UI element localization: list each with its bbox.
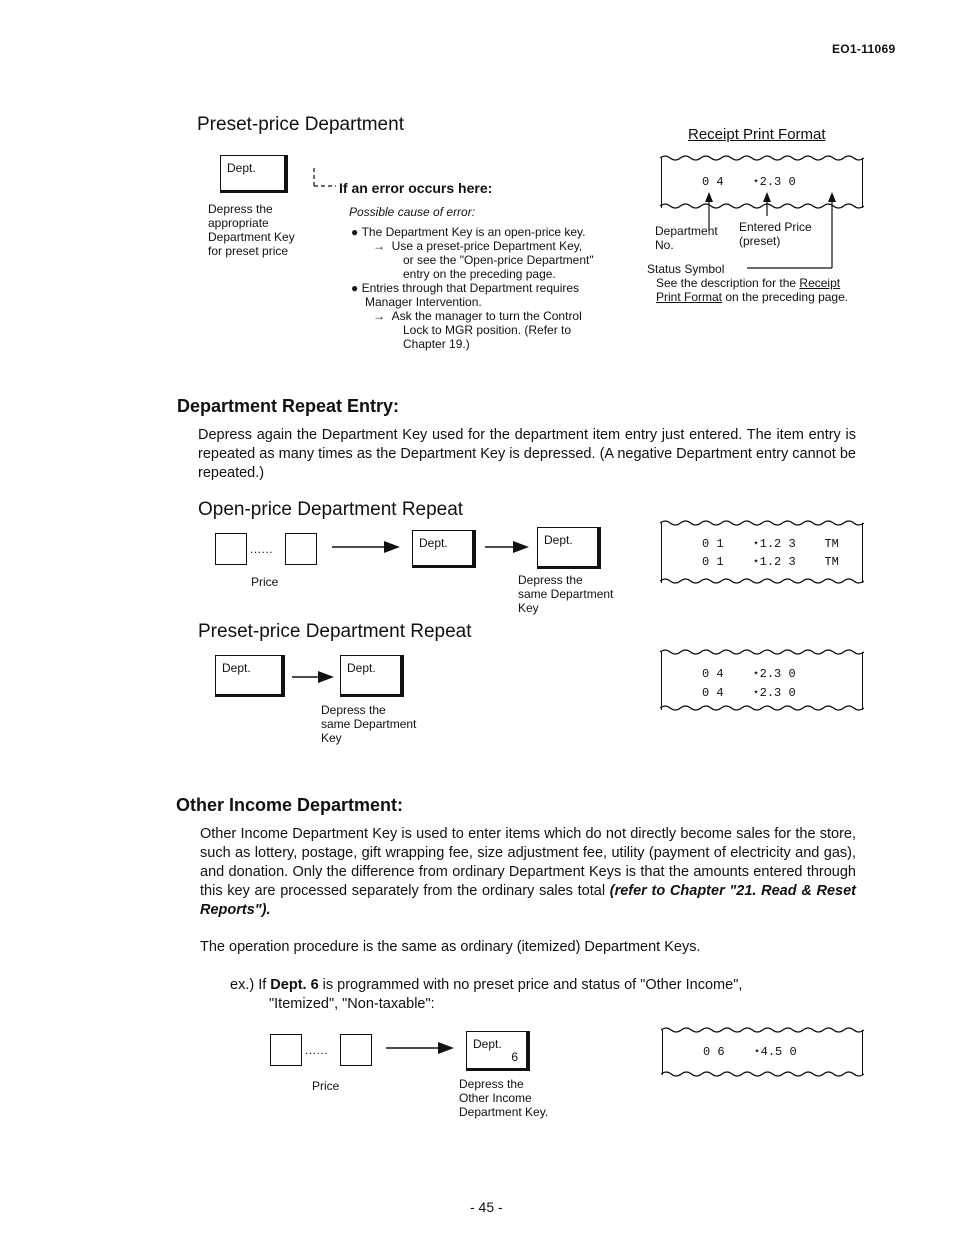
receipt-line: 0 6 ⋆4.5 0 — [703, 1045, 797, 1059]
repeat-body: Depress again the Department Key used for the department item entry just entered. The item entry is repeated as many times as the Department Key is depressed. (A negative Department entry cannot be repeated.) — [198, 427, 856, 481]
dept-key-label: Dept. — [222, 661, 251, 675]
price-key-box — [285, 533, 317, 565]
receipt-line: 0 1 ⋆1.2 3 TM — [702, 537, 839, 551]
other-income-caption: Depress the Other Income Department Key. — [459, 1077, 549, 1119]
price-key-box — [270, 1034, 302, 1066]
repeat-section-title: Department Repeat Entry: — [177, 396, 400, 416]
preset-section-title: Preset-price Department — [197, 114, 404, 135]
error-title: If an error occurs here: — [339, 180, 493, 196]
dept-key-label: Dept. — [227, 161, 256, 175]
error-item: → Ask the manager to turn the Control — [373, 309, 582, 323]
price-key-box — [215, 533, 247, 565]
error-connector — [310, 168, 340, 192]
error-item: Manager Intervention. — [365, 295, 482, 309]
arrow-right-icon — [386, 1041, 456, 1055]
example-line: ex.) If Dept. 6 is programmed with no preset price and status of "Other Income", — [230, 977, 743, 993]
preset-repeat-receipt — [661, 652, 863, 710]
error-item: ● The Department Key is an open-price key. — [351, 225, 586, 239]
dept-key — [340, 655, 404, 697]
receipt-line: 0 1 ⋆1.2 3 TM — [702, 555, 839, 569]
label-department-no: Department No. — [655, 224, 718, 252]
dept-key-number: 6 — [511, 1050, 518, 1064]
price-dots: ...... — [250, 542, 274, 556]
arrow-right-icon — [332, 540, 402, 554]
other-section-title: Other Income Department: — [176, 795, 404, 815]
error-item: Chapter 19.) — [403, 337, 470, 351]
price-caption: Price — [251, 575, 279, 589]
price-caption: Price — [312, 1079, 340, 1093]
label-status-symbol: Status Symbol — [647, 262, 725, 276]
receipt-note: See the description for the Receipt Print Format on the preceding page. — [656, 276, 849, 304]
dept-key — [412, 530, 476, 568]
other-body: Other Income Department Key is used to enter items which do not directly become sales for the store, such as lottery, postage, gift wrapping fee, size adjustment fee, utility (payment of electricity and gas), and donation. Only the difference from ordinary Department Keys is that the amounts entered through this key are processed separately from the ordinary sales total (refer to Chapter "21. Read & Reset Reports"). — [200, 826, 856, 918]
page-number: - 45 - — [470, 1199, 503, 1215]
document-code: EO1-11069 — [832, 42, 896, 56]
receipt-format-title: Receipt Print Format — [688, 126, 826, 143]
error-subtitle: Possible cause of error: — [349, 205, 476, 219]
error-item: → Use a preset-price Department Key, — [373, 239, 583, 253]
dept-6-key — [466, 1031, 530, 1071]
open-repeat-receipt — [661, 523, 863, 583]
open-repeat-title: Open-price Department Repeat — [198, 499, 464, 520]
dept-key-label: Dept. — [473, 1037, 502, 1051]
error-item: ● Entries through that Department requires — [351, 281, 580, 295]
receipt-link: Receipt — [799, 276, 841, 290]
error-item: or see the "Open-price Department" — [403, 253, 594, 267]
same-dept-caption: Depress the same Department Key — [518, 573, 614, 615]
dept-key-label: Dept. — [544, 533, 573, 547]
error-item: entry on the preceding page. — [403, 267, 556, 281]
dept-key-label: Dept. — [419, 536, 448, 550]
dept-key — [220, 155, 288, 193]
dept-key — [215, 655, 285, 697]
arrow-right-icon — [292, 670, 336, 684]
chapter-reference: (refer to Chapter "21. Read & Reset Reports"). — [200, 883, 856, 918]
price-dots: ...... — [305, 1043, 329, 1057]
error-item: Lock to MGR position. (Refer to — [403, 323, 572, 337]
example-line-2: "Itemized", "Non-taxable": — [269, 996, 435, 1012]
print-format-link: Print Format — [656, 290, 723, 304]
label-entered-price: Entered Price (preset) — [739, 220, 812, 248]
other-body-2: The operation procedure is the same as ordinary (itemized) Department Keys. — [200, 939, 701, 955]
receipt-line: 0 4 ⋆2.3 0 — [702, 667, 796, 681]
dept-key-label: Dept. — [347, 661, 376, 675]
preset-repeat-title: Preset-price Department Repeat — [198, 621, 472, 642]
price-key-box — [340, 1034, 372, 1066]
same-dept-caption: Depress the same Department Key — [321, 703, 417, 745]
arrow-right-icon — [485, 540, 531, 554]
receipt-line: 0 4 ⋆2.3 0 — [702, 175, 796, 189]
other-income-receipt — [662, 1030, 863, 1075]
dept-key — [537, 527, 601, 569]
error-list — [351, 225, 621, 351]
dept-key-caption: Depress the appropriate Department Key for preset price — [208, 202, 295, 258]
receipt-line: 0 4 ⋆2.3 0 — [702, 686, 796, 700]
